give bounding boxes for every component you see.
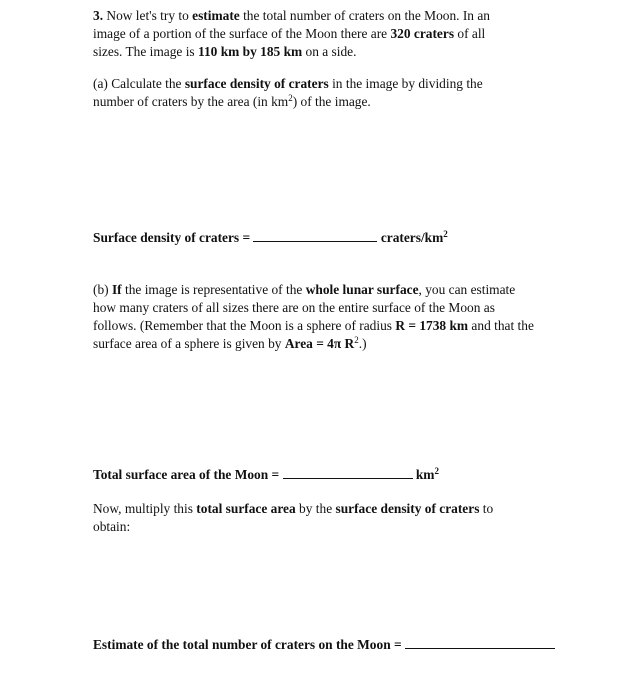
- part-b-prompt: (b) If the image is representative of the whole lunar surface, you can estimate how many craters of all sizes there are on the entire surface of the Moon as follows. (Remember that the Moon is a sphere of radius R = 1738 km and that the surface area of a sphere is given by Area = 4π $R^2$.): [93, 282, 534, 351]
- multiply-instruction: Now, multiply this total surface area by the surface density of craters to obtain:: [93, 501, 494, 534]
- total-surface-area-blank[interactable]: [283, 466, 413, 479]
- intro-line-1: 3. Now let's try to estimate the total number of craters on the Moon. In an: [93, 8, 490, 23]
- question-3-intro: [93, 7, 593, 61]
- surface-density-unit: craters/km: [377, 230, 444, 245]
- question-number: 3.: [93, 8, 104, 23]
- surface-density-answer-row: Surface density of craters = craters/$km^2$: [93, 229, 448, 245]
- intro-line-2: image of a portion of the surface of the Moon there are 320 craters of all: [93, 26, 486, 41]
- total-craters-blank[interactable]: [405, 636, 555, 649]
- total-craters-label: Estimate of the total number of craters on the Moon =: [93, 637, 405, 652]
- total-craters-answer-row: [93, 636, 555, 654]
- part-a-prompt: (a) Calculate the surface density of craters in the image by dividing the number of craters by the area (in $km^2$) of the image.: [93, 76, 483, 109]
- total-surface-area-label: Total surface area of the Moon =: [93, 467, 283, 482]
- total-surface-area-unit: km: [412, 467, 435, 482]
- surface-density-blank[interactable]: [253, 229, 377, 242]
- surface-density-label: Surface density of craters =: [93, 230, 254, 245]
- intro-line-3: sizes. The image is 110 km by 185 km on a side.: [93, 44, 357, 59]
- total-surface-area-answer-row: Total surface area of the Moon = $km^2$: [93, 466, 439, 482]
